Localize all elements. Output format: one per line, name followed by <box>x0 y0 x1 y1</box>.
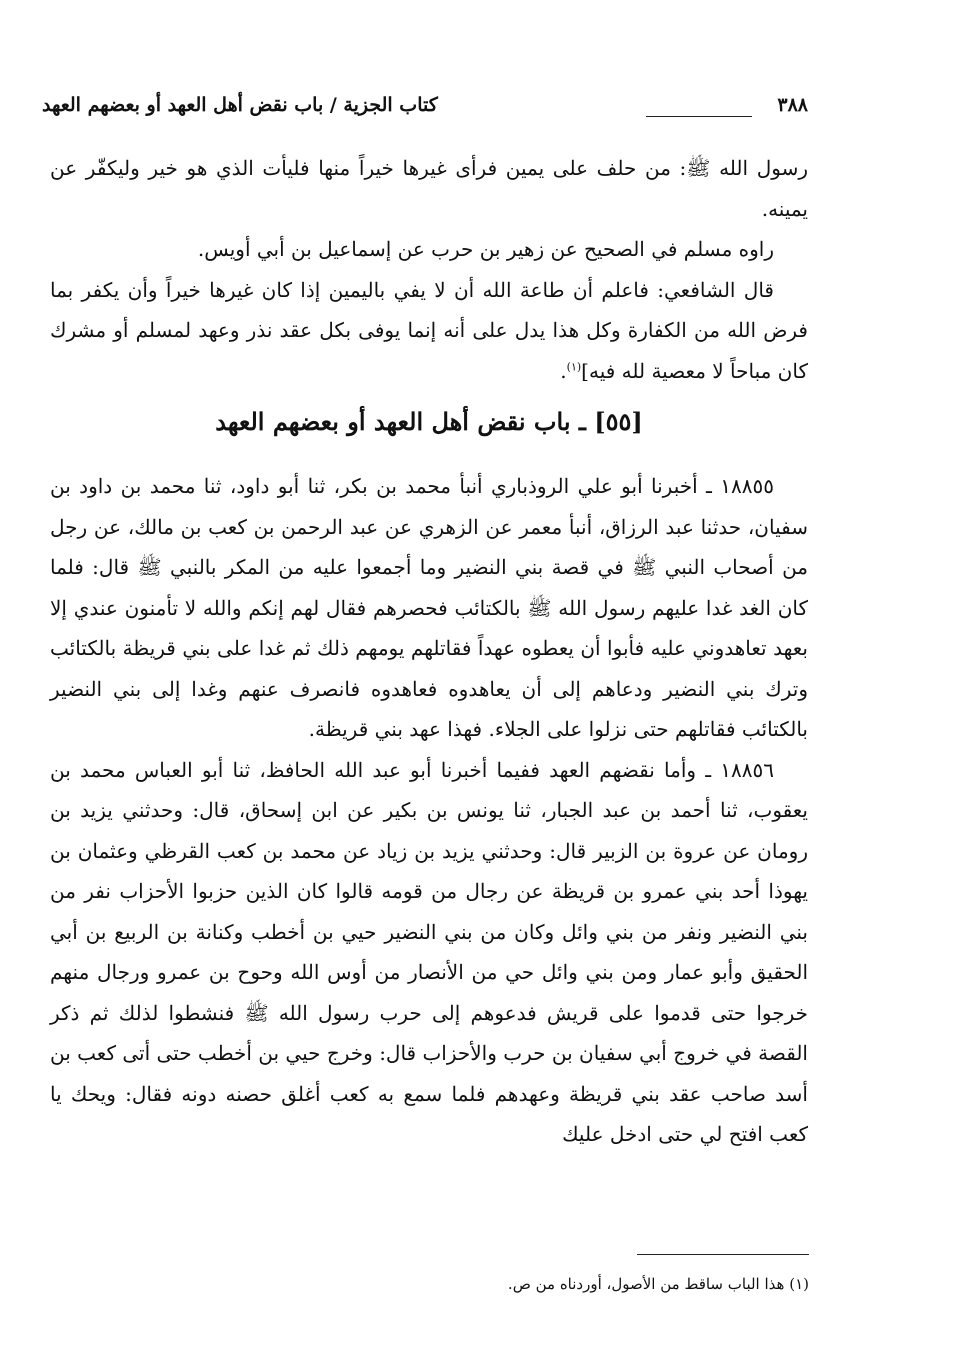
paragraph-hadith-18856: ١٨٨٥٦ ـ وأما نقضهم العهد ففيما أخبرنا أبو عبد الله الحافظ، ثنا أبو العباس محمد بن يعقوب، ثنا أحمد بن عبد الجبار، ثنا يونس بن بكير عن ابن إسحاق، قال: وحدثني يزيد بن رومان عن عروة بن الزبير قال: وحدثني يزيد بن زياد عن محمد بن كعب القرظي وعثمان بن يهوذا أحد بني عمرو بن قريظة عن رجال من قومه قالوا كان الذين حزبوا الأحزاب نفر من بني النضير ونفر من بني وائل وكان من بني النضير حيي بن أخطب وكنانة بن الربيع بن أبي الحقيق وأبو عمار ومن بني وائل حي من الأنصار من أوس الله وحوح بن عمرو ورجال منهم خرجوا حتى قدموا على قريش فدعوهم إلى حرب رسول الله ﷺ فنشطوا لذلك ثم ذكر القصة في خروج أبي سفيان بن حرب والأحزاب قال: وخرج حيي بن أخطب حتى أتى كعب بن أسد صاحب عقد بني قريظة وعهدهم فلما سمع به كعب أغلق حصنه دونه فقال: ويحك يا كعب افتح لي حتى ادخل عليك <box>50 757 808 1146</box>
text-block-top <box>50 148 808 391</box>
footnote-ref: (١) <box>566 359 582 373</box>
paragraph-hadith-end: رسول الله ﷺ: من حلف على يمين فرأى غيرها خيراً منها فليأت الذي هو خير وليكفّر عن يمينه. <box>50 156 808 221</box>
paragraph-hadith-18855: ١٨٨٥٥ ـ أخبرنا أبو علي الروذباري أنبأ محمد بن بكر، ثنا أبو داود، ثنا محمد بن داود بن سفيان، حدثنا عبد الرزاق، أنبأ معمر عن الزهري عن عبد الرحمن بن كعب بن مالك، عن رجل من أصحاب النبي ﷺ في قصة بني النضير وما أجمعوا عليه من المكر بالنبي ﷺ قال: فلما كان الغد غدا عليهم رسول الله ﷺ بالكتائب فحصرهم فقال لهم إنكم والله لا تأمنون عندي إلا بعهد تعاهدوني عليه فأبوا أن يعطوه عهداً فقاتلهم يومهم ذلك ثم غدا على بني قريظة بالكتائب وترك بني النضير ودعاهم إلى أن يعاهدوه فعاهدوه فانصرف عنهم وغدا إلى بني النضير بالكتائب فقاتلهم حتى نزلوا على الجلاء. فهذا عهد بني قريظة. <box>50 474 809 741</box>
paragraph-shafii <box>50 270 808 392</box>
shafii-period: . <box>560 358 567 383</box>
footnote-rule <box>637 1254 809 1255</box>
chapter-heading: [٥٥] ـ باب نقض أهل العهد أو بعضهم العهد <box>215 407 643 436</box>
text-block-main <box>50 466 808 1155</box>
footnote: (١) هذا الباب ساقط من الأصول، أوردناه من ص. <box>507 1275 809 1293</box>
running-header <box>42 94 808 128</box>
paragraph-muslim-narration: راوه مسلم في الصحيح عن زهير بن حرب عن إسماعيل بن أبي أويس. <box>197 237 774 261</box>
shafii-text: قال الشافعي: فاعلم أن طاعة الله أن لا يفي باليمين إذا كان غيرها خيراً وأن يكفر بما فرض الله من الكفارة وكل هذا يدل على أنه إنما يوفى بكل عقد نذر وعهد لمسلم أو مشرك كان مباحاً لا معصية لله فيه] <box>50 277 808 383</box>
header-rule <box>646 116 752 117</box>
running-title: كتاب الجزية / باب نقض أهل العهد أو بعضهم العهد <box>42 94 438 116</box>
page-number: ٣٨٨ <box>777 94 808 116</box>
